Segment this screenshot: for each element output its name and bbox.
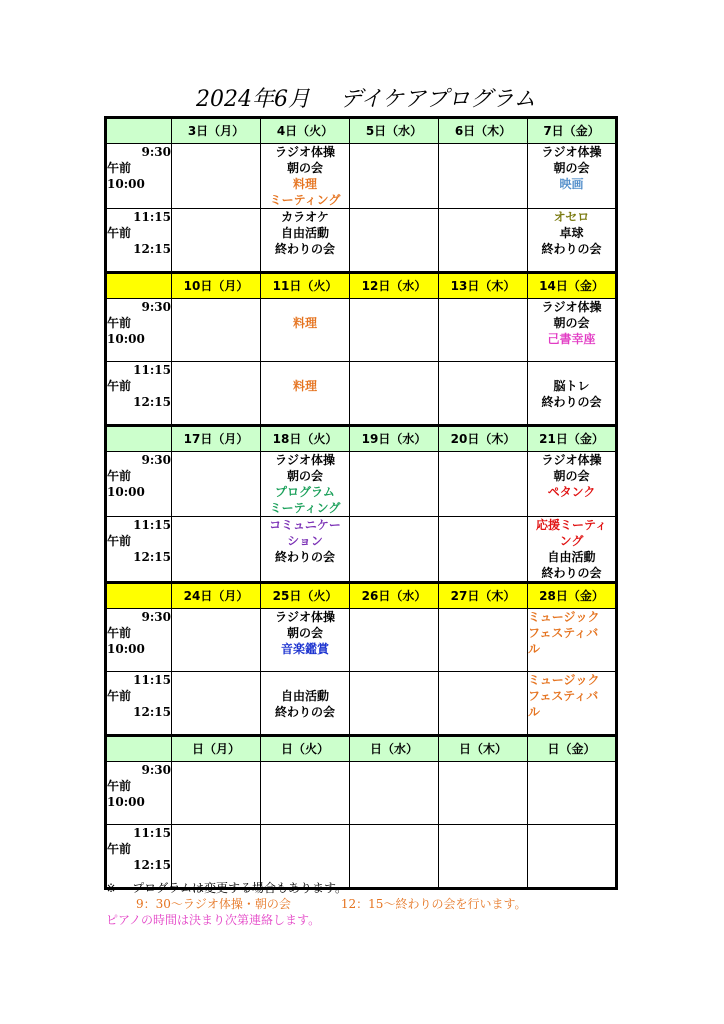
- time-period: 午前: [107, 689, 132, 703]
- activity-cell: [350, 825, 439, 889]
- activity-cell: [350, 299, 439, 362]
- noon-time-cell: [106, 362, 172, 426]
- activity-cell: [261, 762, 350, 825]
- noon-time-cell: [106, 209, 172, 273]
- activity-cell: [350, 672, 439, 736]
- activity-cell: [528, 609, 617, 672]
- day-header: 18日（火）: [261, 426, 350, 452]
- day-header: 6日（木）: [439, 118, 528, 144]
- note-times: [136, 896, 527, 912]
- time-end: 12:15: [133, 242, 171, 256]
- day-header: 28日（金）: [528, 583, 617, 609]
- activity-line: 映画: [559, 177, 584, 191]
- activity-line: ラジオ体操: [541, 453, 602, 467]
- time-start: 11:15: [133, 363, 171, 377]
- time-period: 午前: [107, 161, 132, 175]
- activity-line: 自由活動: [280, 226, 329, 240]
- time-start: 9:30: [141, 610, 171, 624]
- noon-time-cell: [106, 825, 172, 889]
- activity-cell: [528, 672, 617, 736]
- day-header: 21日（金）: [528, 426, 617, 452]
- activity-cell: [528, 825, 617, 889]
- day-header: 20日（木）: [439, 426, 528, 452]
- activity-cell: [350, 144, 439, 209]
- morning-slot-row: [106, 452, 617, 517]
- noon-time-cell: [106, 517, 172, 583]
- activity-line: 朝の会: [553, 316, 590, 330]
- schedule-body: [106, 118, 617, 889]
- week-header-row: [106, 583, 617, 609]
- noon-slot-row: [106, 825, 617, 889]
- activity-line: ミーティング: [269, 501, 341, 515]
- week-header-row: [106, 118, 617, 144]
- activity-cell: [439, 362, 528, 426]
- activity-cell: [439, 144, 528, 209]
- activity-line: 朝の会: [286, 469, 323, 483]
- activity-cell: [350, 517, 439, 583]
- time-period: 午前: [107, 226, 132, 240]
- activity-line: 朝の会: [286, 626, 323, 640]
- title-name: デイケアプログラム: [340, 87, 536, 112]
- day-header: 4日（火）: [261, 118, 350, 144]
- activity-cell: [261, 144, 350, 209]
- noon-slot-row: [106, 209, 617, 273]
- week-header-row: [106, 273, 617, 299]
- activity-line: [261, 672, 349, 688]
- activity-cell: [261, 209, 350, 273]
- day-header: 27日（木）: [439, 583, 528, 609]
- activity-cell: [439, 517, 528, 583]
- activity-line: 自由活動: [280, 689, 329, 703]
- activity-cell: [261, 517, 350, 583]
- time-start: 11:15: [133, 518, 171, 532]
- activity-line: 己書幸座: [547, 332, 596, 346]
- activity-line: 料理: [292, 379, 317, 393]
- time-end: 12:15: [133, 395, 171, 409]
- day-header: 日（火）: [261, 736, 350, 762]
- activity-cell: [261, 609, 350, 672]
- activity-line: [261, 362, 349, 378]
- note-morning-time: 9：30～ラジオ体操・朝の会: [136, 897, 291, 911]
- activity-cell: [528, 362, 617, 426]
- activity-cell: [439, 299, 528, 362]
- time-start: 9:30: [141, 763, 171, 777]
- activity-line: 終わりの会: [274, 705, 335, 719]
- activity-line: 自由活動: [547, 550, 596, 564]
- morning-time-cell: [106, 609, 172, 672]
- activity-line: 音楽鑑賞: [280, 642, 329, 656]
- morning-time-cell: [106, 452, 172, 517]
- day-header: 10日（月）: [172, 273, 261, 299]
- activity-line: 終わりの会: [274, 550, 335, 564]
- activity-line: 終わりの会: [274, 242, 335, 256]
- time-start: 11:15: [133, 673, 171, 687]
- activity-line: 料理: [292, 177, 317, 191]
- morning-slot-row: [106, 762, 617, 825]
- activity-cell: [261, 825, 350, 889]
- day-header: 24日（月）: [172, 583, 261, 609]
- day-header: 11日（火）: [261, 273, 350, 299]
- time-period: 午前: [107, 534, 132, 548]
- activity-cell: [528, 517, 617, 583]
- schedule-table: [104, 116, 618, 890]
- time-end: 10:00: [107, 332, 145, 346]
- activity-line: フェスティバ: [528, 689, 599, 703]
- activity-cell: [172, 762, 261, 825]
- activity-cell: [350, 609, 439, 672]
- activity-line: ル: [528, 705, 541, 719]
- note-mark: ※: [106, 881, 117, 895]
- time-start: 9:30: [141, 453, 171, 467]
- activity-cell: [439, 762, 528, 825]
- activity-line: フェスティバ: [528, 626, 599, 640]
- time-end: 10:00: [107, 642, 145, 656]
- activity-line: ション: [287, 534, 323, 548]
- time-start: 11:15: [133, 826, 171, 840]
- activity-line: オセロ: [553, 210, 590, 224]
- week-header-blank: [106, 736, 172, 762]
- note-piano: [106, 912, 320, 928]
- morning-slot-row: [106, 144, 617, 209]
- day-header: 日（月）: [172, 736, 261, 762]
- time-end: 10:00: [107, 485, 145, 499]
- time-end: 12:15: [133, 858, 171, 872]
- activity-cell: [350, 762, 439, 825]
- day-header: 26日（水）: [350, 583, 439, 609]
- activity-line: ング: [559, 534, 584, 548]
- activity-cell: [261, 452, 350, 517]
- noon-slot-row: [106, 672, 617, 736]
- activity-cell: [172, 299, 261, 362]
- day-header: 13日（木）: [439, 273, 528, 299]
- activity-cell: [261, 672, 350, 736]
- activity-cell: [528, 299, 617, 362]
- activity-cell: [172, 144, 261, 209]
- noon-slot-row: [106, 517, 617, 583]
- week-header-row: [106, 426, 617, 452]
- activity-cell: [350, 209, 439, 273]
- week-header-row: [106, 736, 617, 762]
- week-header-blank: [106, 273, 172, 299]
- time-end: 12:15: [133, 705, 171, 719]
- week-header-blank: [106, 426, 172, 452]
- activity-line: 料理: [292, 316, 317, 330]
- activity-line: ミュージック: [528, 673, 600, 687]
- activity-line: ラジオ体操: [274, 610, 335, 624]
- activity-line: 脳トレ: [553, 379, 590, 393]
- day-header: 17日（月）: [172, 426, 261, 452]
- activity-line: 終わりの会: [541, 566, 602, 580]
- day-header: 25日（火）: [261, 583, 350, 609]
- day-header: 日（金）: [528, 736, 617, 762]
- activity-cell: [350, 452, 439, 517]
- activity-line: ミーティング: [269, 193, 341, 207]
- activity-line: カラオケ: [281, 210, 329, 224]
- activity-line: コミュニケー: [269, 518, 341, 532]
- activity-line: ラジオ体操: [541, 300, 602, 314]
- time-start: 9:30: [141, 145, 171, 159]
- noon-slot-row: [106, 362, 617, 426]
- activity-line: [261, 299, 349, 315]
- time-period: 午前: [107, 379, 132, 393]
- activity-cell: [172, 362, 261, 426]
- activity-line: ペタンク: [547, 485, 596, 499]
- day-header: 19日（水）: [350, 426, 439, 452]
- day-header: 14日（金）: [528, 273, 617, 299]
- note-change: [106, 880, 347, 896]
- activity-cell: [439, 452, 528, 517]
- activity-cell: [261, 362, 350, 426]
- noon-time-cell: [106, 672, 172, 736]
- activity-cell: [172, 517, 261, 583]
- activity-cell: [172, 609, 261, 672]
- note-change-text: プログラムは変更する場合もあります。: [132, 881, 347, 895]
- week-header-blank: [106, 118, 172, 144]
- time-period: 午前: [107, 842, 132, 856]
- activity-cell: [528, 144, 617, 209]
- note-piano-text: ピアノの時間は決まり次第連絡します。: [106, 913, 321, 927]
- day-header: 7日（金）: [528, 118, 617, 144]
- activity-cell: [172, 825, 261, 889]
- activity-cell: [439, 209, 528, 273]
- activity-line: ラジオ体操: [541, 145, 602, 159]
- morning-time-cell: [106, 144, 172, 209]
- activity-line: ミュージック: [528, 610, 600, 624]
- page-title: [196, 84, 596, 116]
- morning-time-cell: [106, 299, 172, 362]
- activity-cell: [439, 825, 528, 889]
- time-end: 10:00: [107, 177, 145, 191]
- activity-cell: [172, 452, 261, 517]
- day-header: 日（木）: [439, 736, 528, 762]
- activity-line: 朝の会: [286, 161, 323, 175]
- morning-time-cell: [106, 762, 172, 825]
- time-period: 午前: [107, 469, 132, 483]
- note-closing-time: 12：15～終わりの会を行います。: [340, 897, 527, 911]
- activity-cell: [528, 209, 617, 273]
- activity-cell: [528, 452, 617, 517]
- time-period: 午前: [107, 779, 132, 793]
- day-header: 3日（月）: [172, 118, 261, 144]
- time-end: 10:00: [107, 795, 145, 809]
- activity-line: 応援ミーティ: [535, 518, 608, 532]
- activity-line: [528, 362, 615, 378]
- title-date: 2024年6月: [196, 87, 310, 112]
- activity-line: ル: [528, 642, 541, 656]
- time-period: 午前: [107, 626, 132, 640]
- activity-line: 朝の会: [553, 161, 590, 175]
- activity-line: 朝の会: [553, 469, 590, 483]
- activity-line: ラジオ体操: [274, 145, 335, 159]
- time-end: 12:15: [133, 550, 171, 564]
- activity-cell: [350, 362, 439, 426]
- activity-cell: [172, 672, 261, 736]
- activity-line: ラジオ体操: [274, 453, 335, 467]
- activity-line: プログラム: [275, 485, 335, 499]
- time-period: 午前: [107, 316, 132, 330]
- morning-slot-row: [106, 609, 617, 672]
- activity-line: 終わりの会: [541, 242, 602, 256]
- day-header: 12日（水）: [350, 273, 439, 299]
- activity-line: 卓球: [559, 226, 584, 240]
- day-header: 日（水）: [350, 736, 439, 762]
- activity-cell: [172, 209, 261, 273]
- day-header: 5日（水）: [350, 118, 439, 144]
- activity-cell: [439, 672, 528, 736]
- morning-slot-row: [106, 299, 617, 362]
- activity-line: 終わりの会: [541, 395, 602, 409]
- time-start: 9:30: [141, 300, 171, 314]
- activity-cell: [528, 762, 617, 825]
- activity-cell: [439, 609, 528, 672]
- time-start: 11:15: [133, 210, 171, 224]
- week-header-blank: [106, 583, 172, 609]
- activity-cell: [261, 299, 350, 362]
